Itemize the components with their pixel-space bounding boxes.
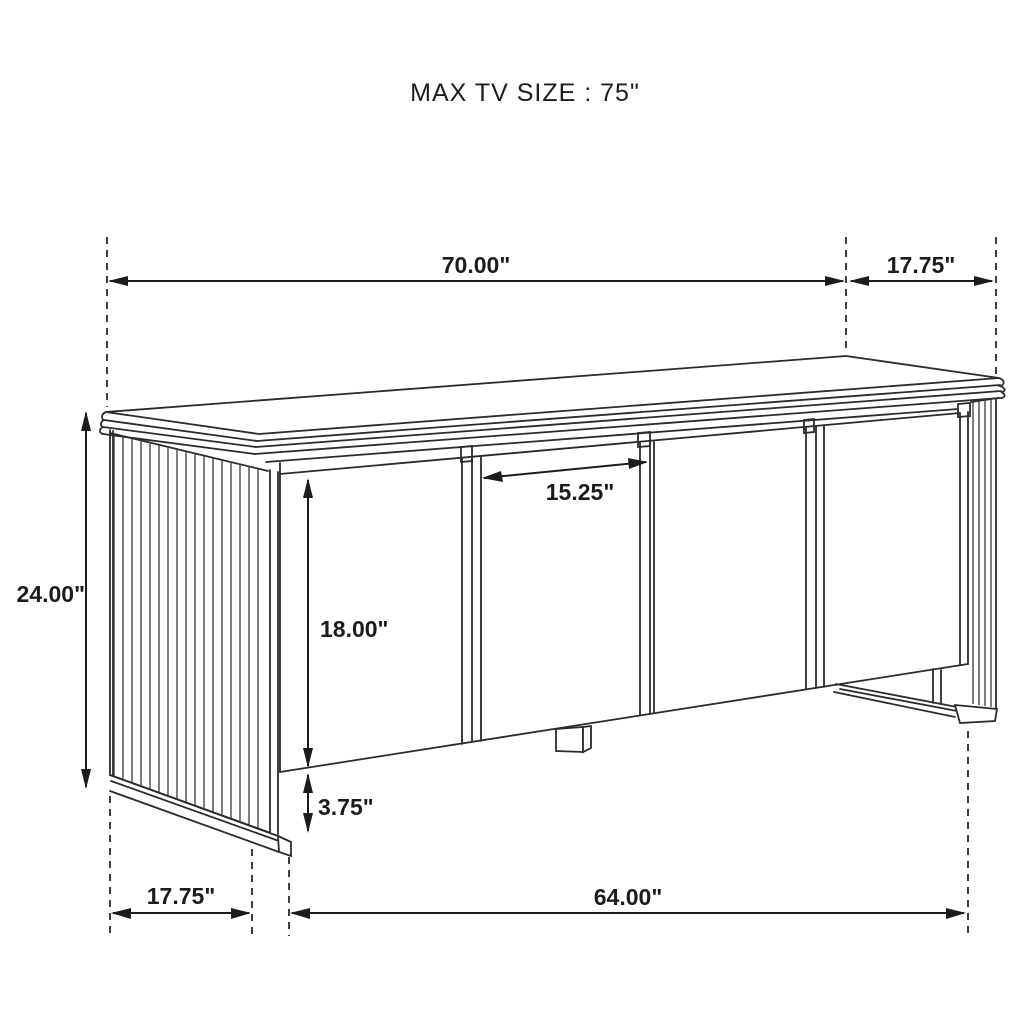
left-base-top-edge — [110, 775, 278, 836]
right-sled-foot-cap — [955, 705, 997, 723]
max-tv-size-title: MAX TV SIZE : 75" — [410, 79, 640, 107]
right-sled-bar-mid — [840, 689, 957, 711]
arrowhead-right — [946, 908, 966, 919]
arrowhead-left — [290, 908, 310, 919]
dim-label-door-height: 18.00" — [320, 616, 389, 642]
arrowhead-right — [628, 458, 648, 469]
arrowhead-left — [108, 276, 128, 286]
arrowhead-right — [974, 276, 994, 286]
dim-line-opening-width — [484, 462, 646, 478]
arrowhead-up — [303, 773, 313, 793]
top-left-bullnose — [100, 412, 106, 434]
cabinet-bottom-edge — [280, 664, 968, 772]
top-right-bullnose — [999, 378, 1005, 398]
center-foot-front-face — [556, 727, 583, 752]
arrowhead-left — [849, 276, 869, 286]
console-line-art — [100, 356, 1005, 856]
arrowhead-down — [303, 748, 313, 768]
arrowhead-up — [81, 411, 91, 431]
side-panel-flutes — [114, 434, 258, 828]
dim-label-base-width: 64.00" — [593, 884, 663, 910]
dim-label-opening-width: 15.25" — [545, 479, 615, 505]
dim-label-leg-clearance: 3.75" — [318, 794, 374, 820]
dim-label-side-depth: 17.75" — [146, 883, 216, 909]
center-foot-side-face — [583, 726, 591, 752]
arrowhead-right — [825, 276, 845, 286]
arrowhead-left — [111, 908, 131, 919]
dim-label-top-depth: 17.75" — [886, 252, 956, 278]
arrowhead-up — [303, 478, 313, 498]
dim-label-top-width: 70.00" — [441, 252, 511, 278]
left-base-front-cap — [278, 836, 291, 856]
dimension-annotations — [17, 237, 996, 936]
arrowhead-left — [482, 471, 503, 482]
arrowhead-right — [231, 908, 251, 919]
arrowhead-down — [303, 813, 313, 833]
arrowhead-down — [81, 769, 91, 789]
dim-label-overall-height: 24.00" — [16, 581, 85, 607]
